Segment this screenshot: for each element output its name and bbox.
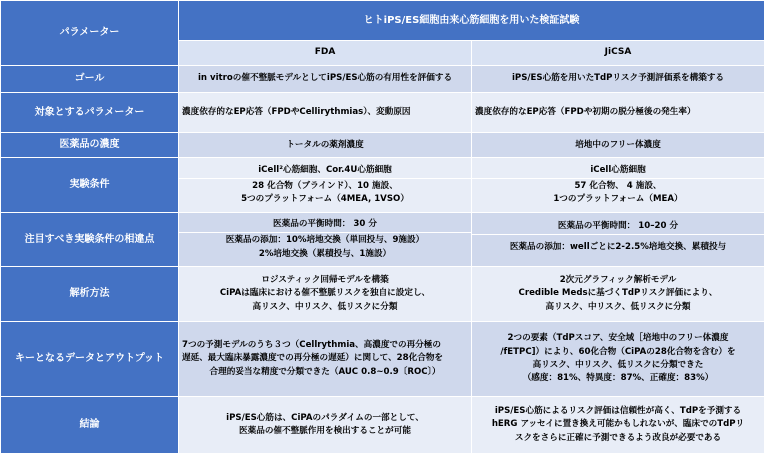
conclusion-jicsa-line3: スクをさらに正確に予測できるよう改良が必要である	[514, 432, 722, 443]
conditions-jicsa-detail	[472, 178, 764, 208]
conclusion-fda-line2: 医薬品の催不整脈作用を検出することが可能	[239, 426, 411, 437]
target-params-fda: 濃度依存的なEP応答（FPDやCellirythmias）、変動原因	[179, 93, 472, 133]
conclusion-jicsa-line1: iPS/ES心筋によるリスク評価は信頼性が高く、TdPを予測する	[494, 406, 742, 417]
analysis-jicsa-line2: Credible Medsに基づくTdPリスク評価により、	[518, 288, 718, 299]
study-title: ヒトiPS/ES細胞由来心筋細胞を用いた検証試験	[179, 1, 764, 41]
analysis-fda-line2: CiPAは臨床における催不整脈リスクを独自に設定し、	[219, 288, 431, 299]
key-data-fda-line2: 遅延、最大臨床暴露濃度での再分極の遅延）に関して、28化合物を	[182, 353, 444, 364]
key-data-fda	[179, 321, 472, 397]
parameter-header: パラメーター	[1, 1, 179, 66]
analysis-jicsa-line1: 2次元グラフィック解析モデル	[559, 275, 677, 286]
conditions-jicsa	[472, 158, 764, 213]
conditions-fda-line1: 28 化合物（ブラインド）、10 施設、	[252, 180, 398, 191]
row-label-target-params: 対象とするパラメーター	[1, 93, 179, 133]
row-label-conclusion: 結論	[1, 397, 179, 454]
concentration-jicsa: 培地中のフリー体濃度	[472, 133, 764, 158]
analysis-fda	[179, 267, 472, 322]
differences-jicsa-add: 医薬品の添加：wellごとに2-2.5%培地交換、累積投与	[472, 234, 764, 260]
conditions-jicsa-line1: 57 化合物、 4 施設、	[574, 180, 662, 191]
key-data-jicsa	[472, 321, 764, 397]
conclusion-fda	[179, 397, 472, 454]
row-label-conditions: 実験条件	[1, 158, 179, 213]
goal-fda: in vitroの催不整脈モデルとしてiPS/ES心筋の有用性を評価する	[179, 66, 472, 93]
row-label-analysis: 解析方法	[1, 267, 179, 322]
differences-fda	[179, 212, 472, 267]
row-label-key-data: キーとなるデータとアウトプット	[1, 321, 179, 397]
differences-jicsa	[472, 212, 764, 267]
goal-jicsa: iPS/ES心筋を用いたTdPリスク予測評価系を構築する	[472, 66, 764, 93]
conclusion-jicsa	[472, 397, 764, 454]
row-label-goal: ゴール	[1, 66, 179, 93]
conditions-fda-detail	[179, 178, 471, 208]
conclusion-fda-line1: iPS/ES心筋は、CiPAのパラダイムの一部として、	[226, 412, 424, 423]
differences-jicsa-time: 医薬品の平衡時間： 10–20 分	[557, 220, 679, 231]
key-data-fda-line3: 合理的妥当な精度で分類できた（AUC 0.8~0.9〔ROC〕）	[209, 366, 441, 377]
row-label-differences: 注目すべき実験条件の相違点	[1, 212, 179, 267]
analysis-fda-line1: ロジスティック回帰モデルを構築	[261, 275, 389, 286]
key-data-jicsa-line1: 2つの要素（TdPスコア、安全域［培地中のフリー体濃度	[507, 333, 729, 344]
conditions-jicsa-cells: iCell心筋細胞	[590, 164, 646, 175]
key-data-jicsa-line3: 高リスク、中リスク、低リスクに分類できた	[532, 360, 704, 371]
analysis-jicsa	[472, 267, 764, 322]
differences-fda-add2: 2%培地交換（累積投与、1施設）	[258, 248, 392, 259]
jicsa-column-header: JiCSA	[472, 40, 764, 65]
conditions-jicsa-line2: 1つのプラットフォーム（MEA）	[553, 194, 683, 205]
analysis-jicsa-line3: 高リスク、中リスク、低リスクに分類	[545, 301, 691, 312]
row-label-concentration: 医薬品の濃度	[1, 133, 179, 158]
conditions-fda-line2: 5つのプラットフォーム（4MEA, 1VSO）	[241, 194, 409, 205]
conditions-fda	[179, 158, 472, 213]
concentration-fda: トータルの薬剤濃度	[179, 133, 472, 158]
differences-fda-time: 医薬品の平衡時間： 30 分	[273, 219, 377, 230]
key-data-fda-line1: 7つの予測モデルのうち３つ（Cellrythmia、高濃度での再分極の	[182, 340, 441, 351]
analysis-fda-line3: 高リスク、中リスク、低リスクに分類	[252, 301, 398, 312]
fda-column-header: FDA	[179, 40, 472, 65]
conditions-fda-cells: iCell²心筋細胞、Cor.4U心筋細胞	[258, 164, 392, 175]
conclusion-jicsa-line2: hERG アッセイに置き換え可能かもしれないが、臨床でのTdPリ	[491, 419, 745, 430]
key-data-jicsa-line4: （感度：81%、特異度：87%、正確度：83%）	[522, 373, 714, 384]
key-data-jicsa-line2: /fETPC]）により、60化合物（CiPAの28化合物を含む）を	[500, 346, 736, 357]
target-params-jicsa: 濃度依存的なEP応答（FPDや初期の脱分極後の発生率）	[472, 93, 764, 133]
differences-fda-addition	[179, 232, 471, 262]
differences-fda-add1: 医薬品の添加：10%培地交換（単回投与、9施設）	[225, 235, 425, 246]
